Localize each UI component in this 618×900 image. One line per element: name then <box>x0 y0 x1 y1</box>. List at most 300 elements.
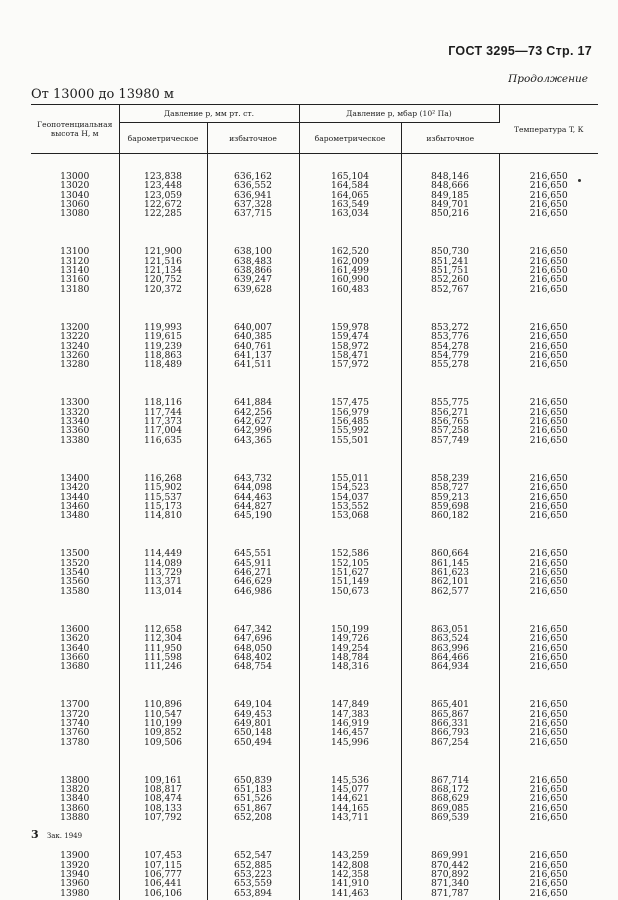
altitude-cell: 13820 <box>31 785 119 794</box>
order-note: Зак. 1949 <box>46 832 83 840</box>
altitude-cell: 13160 <box>31 275 119 284</box>
altitude-cell: 13380 <box>31 436 119 445</box>
altitude-cell: 13640 <box>31 644 119 653</box>
mbar-excess-cell: 853,272 <box>401 294 499 332</box>
table-row <box>31 417 598 426</box>
mbar-excess-cell: 864,466 <box>401 653 499 662</box>
mm-baro-cell: 120,752 <box>119 275 207 284</box>
altitude-cell: 13960 <box>31 879 119 888</box>
mm-baro-cell: 118,489 <box>119 360 207 369</box>
temperature-cell: 216,650 <box>529 567 568 579</box>
mbar-baro-cell: 145,077 <box>299 785 401 794</box>
mm-baro-cell: 111,246 <box>119 662 207 671</box>
mm-excess-cell: 645,551 <box>207 520 299 558</box>
temperature-cell: 216,650 <box>529 265 568 277</box>
altitude-cell: 13900 <box>31 822 119 860</box>
table-row <box>31 728 598 737</box>
table-row <box>31 804 598 813</box>
mm-excess-cell: 636,552 <box>207 181 299 190</box>
mbar-baro-cell: 144,165 <box>299 804 401 813</box>
altitude-cell: 13120 <box>31 257 119 266</box>
mm-excess-cell: 637,715 <box>207 209 299 218</box>
mbar-baro-cell: 163,549 <box>299 200 401 209</box>
altitude-cell: 13720 <box>31 710 119 719</box>
altitude-cell: 13660 <box>31 653 119 662</box>
temperature-cell: 216,650 <box>529 283 568 295</box>
mm-baro-cell: 117,744 <box>119 408 207 417</box>
mm-excess-cell: 649,453 <box>207 710 299 719</box>
header-row-1 <box>31 105 598 123</box>
mbar-baro-cell: 159,978 <box>299 294 401 332</box>
mbar-baro-cell: 163,034 <box>299 209 401 218</box>
temperature-cell: 216,650 <box>529 887 568 899</box>
mm-excess-cell: 648,050 <box>207 644 299 653</box>
mm-baro-cell: 112,304 <box>119 634 207 643</box>
mbar-excess-cell: 859,213 <box>401 493 499 502</box>
altitude-cell: 13460 <box>31 502 119 511</box>
mbar-baro-cell: 145,996 <box>299 738 401 747</box>
mbar-baro-cell: 155,501 <box>299 436 401 445</box>
mbar-baro-cell: 145,536 <box>299 747 401 785</box>
mbar-excess-cell: 854,779 <box>401 351 499 360</box>
altitude-cell: 13620 <box>31 634 119 643</box>
table-row <box>31 218 598 256</box>
temperature-cell: 216,650 <box>529 699 568 711</box>
mm-baro-cell: 115,537 <box>119 493 207 502</box>
mm-baro-cell: 112,658 <box>119 596 207 634</box>
temperature-cell: 216,650 <box>529 859 568 871</box>
table-row <box>31 559 598 568</box>
temperature-cell: 216,650 <box>529 802 568 814</box>
col-header-pressure-mbar: Давление p, мбар (10² Па) <box>299 105 499 123</box>
table-row <box>31 285 598 294</box>
mm-baro-cell: 117,373 <box>119 417 207 426</box>
altitude-cell: 13880 <box>31 813 119 822</box>
temperature-cell: 216,650 <box>529 180 568 192</box>
temperature-cell: 216,650 <box>529 434 568 446</box>
mbar-baro-cell: 146,919 <box>299 719 401 728</box>
mbar-excess-cell: 863,524 <box>401 634 499 643</box>
mbar-excess-cell: 865,401 <box>401 671 499 709</box>
mm-baro-cell: 120,372 <box>119 285 207 294</box>
table-row <box>31 426 598 435</box>
table-row <box>31 257 598 266</box>
mm-baro-cell: 119,239 <box>119 342 207 351</box>
mbar-excess-cell: 849,701 <box>401 200 499 209</box>
mm-excess-cell: 636,162 <box>207 154 299 182</box>
mbar-baro-cell: 156,485 <box>299 417 401 426</box>
mm-baro-cell: 123,059 <box>119 191 207 200</box>
mbar-baro-cell: 160,990 <box>299 275 401 284</box>
mbar-excess-cell: 864,934 <box>401 662 499 671</box>
altitude-cell: 13200 <box>31 294 119 332</box>
mbar-baro-cell: 158,471 <box>299 351 401 360</box>
mm-baro-cell: 119,993 <box>119 294 207 332</box>
altitude-cell: 13240 <box>31 342 119 351</box>
table-row <box>31 445 598 483</box>
col-header-mbar-baro: барометрическое <box>299 123 401 154</box>
mbar-baro-cell: 142,358 <box>299 870 401 879</box>
mm-baro-cell: 110,896 <box>119 671 207 709</box>
mm-baro-cell: 108,817 <box>119 785 207 794</box>
altitude-cell: 13580 <box>31 587 119 596</box>
mm-excess-cell: 646,629 <box>207 577 299 586</box>
page-header: ГОСТ 3295—73 Стр. 17 <box>448 44 592 58</box>
temperature-cell: 216,650 <box>529 416 568 428</box>
mm-excess-cell: 647,696 <box>207 634 299 643</box>
mm-baro-cell: 109,161 <box>119 747 207 785</box>
mm-excess-cell: 646,986 <box>207 587 299 596</box>
temperature-cell: 216,650 <box>529 793 568 805</box>
col-header-mm-baro: барометрическое <box>119 123 207 154</box>
mbar-baro-cell: 157,972 <box>299 360 401 369</box>
table-row <box>31 369 598 407</box>
mbar-excess-cell: 851,751 <box>401 266 499 275</box>
altitude-cell: 13560 <box>31 577 119 586</box>
mm-baro-cell: 117,004 <box>119 426 207 435</box>
table-row <box>31 889 598 900</box>
mbar-baro-cell: 150,199 <box>299 596 401 634</box>
temperature-cell: 216,650 <box>529 171 568 182</box>
temperature-cell: 216,650 <box>529 510 568 522</box>
altitude-cell: 13360 <box>31 426 119 435</box>
mbar-baro-cell: 154,037 <box>299 493 401 502</box>
mbar-excess-cell: 856,271 <box>401 408 499 417</box>
mm-excess-cell: 652,547 <box>207 822 299 860</box>
mbar-baro-cell: 155,992 <box>299 426 401 435</box>
mbar-baro-cell: 151,149 <box>299 577 401 586</box>
temperature-cell: 216,650 <box>529 349 568 361</box>
altitude-cell: 13340 <box>31 417 119 426</box>
table-row <box>31 209 598 218</box>
altitude-cell: 13080 <box>31 209 119 218</box>
mbar-excess-cell: 862,577 <box>401 587 499 596</box>
col-header-mbar-excess: избыточное <box>401 123 499 154</box>
mm-excess-cell: 645,911 <box>207 559 299 568</box>
mbar-baro-cell: 144,621 <box>299 794 401 803</box>
mbar-excess-cell: 850,730 <box>401 218 499 256</box>
table-row <box>31 342 598 351</box>
mbar-excess-cell: 868,629 <box>401 794 499 803</box>
mm-baro-cell: 113,371 <box>119 577 207 586</box>
mbar-excess-cell: 851,241 <box>401 257 499 266</box>
table-row <box>31 266 598 275</box>
mbar-excess-cell: 854,278 <box>401 342 499 351</box>
mm-baro-cell: 115,173 <box>119 502 207 511</box>
mm-excess-cell: 651,526 <box>207 794 299 803</box>
table-row <box>31 577 598 586</box>
mbar-excess-cell: 863,051 <box>401 596 499 634</box>
temperature-cell: 216,650 <box>529 576 568 588</box>
mm-excess-cell: 652,208 <box>207 813 299 822</box>
mm-baro-cell: 107,453 <box>119 822 207 860</box>
mbar-excess-cell: 869,991 <box>401 822 499 860</box>
altitude-cell: 13540 <box>31 568 119 577</box>
table-row <box>31 154 598 182</box>
temperature-cell: 216,650 <box>529 633 568 645</box>
mbar-baro-cell: 164,065 <box>299 191 401 200</box>
mm-baro-cell: 107,792 <box>119 813 207 822</box>
temperature-cell: 216,650 <box>529 736 568 748</box>
temperature-cell: 216,650 <box>529 189 568 201</box>
mbar-baro-cell: 164,584 <box>299 181 401 190</box>
temperature-cell: 216,650 <box>529 397 568 409</box>
altitude-cell: 13500 <box>31 520 119 558</box>
altitude-cell: 13940 <box>31 870 119 879</box>
mm-excess-cell: 639,247 <box>207 275 299 284</box>
mbar-baro-cell: 152,105 <box>299 559 401 568</box>
mm-excess-cell: 647,342 <box>207 596 299 634</box>
mm-excess-cell: 650,839 <box>207 747 299 785</box>
temperature-cell: 216,650 <box>529 623 568 635</box>
altitude-cell: 13020 <box>31 181 119 190</box>
temperature-cell: 216,650 <box>529 708 568 720</box>
mbar-excess-cell: 860,182 <box>401 511 499 520</box>
mbar-baro-cell: 162,520 <box>299 218 401 256</box>
mbar-excess-cell: 857,749 <box>401 436 499 445</box>
temperature-cell: 216,650 <box>529 585 568 597</box>
altitude-cell: 13440 <box>31 493 119 502</box>
temperature-cell: 216,650 <box>529 557 568 569</box>
table-row <box>31 634 598 643</box>
mm-excess-cell: 636,941 <box>207 191 299 200</box>
table-row <box>31 653 598 662</box>
mbar-excess-cell: 867,714 <box>401 747 499 785</box>
mm-excess-cell: 644,827 <box>207 502 299 511</box>
mm-baro-cell: 111,598 <box>119 653 207 662</box>
temperature-cell: 216,650 <box>529 491 568 503</box>
altitude-cell: 13980 <box>31 889 119 900</box>
mm-baro-cell: 116,268 <box>119 445 207 483</box>
mm-excess-cell: 639,628 <box>207 285 299 294</box>
mm-excess-cell: 638,100 <box>207 218 299 256</box>
mbar-baro-cell: 153,068 <box>299 511 401 520</box>
mm-excess-cell: 637,328 <box>207 200 299 209</box>
mm-baro-cell: 118,116 <box>119 369 207 407</box>
table-row <box>31 275 598 284</box>
table-row <box>31 181 598 190</box>
mm-excess-cell: 640,761 <box>207 342 299 351</box>
table-row <box>31 200 598 209</box>
mbar-excess-cell: 856,765 <box>401 417 499 426</box>
mm-excess-cell: 640,385 <box>207 332 299 341</box>
mbar-excess-cell: 862,101 <box>401 577 499 586</box>
mbar-baro-cell: 161,499 <box>299 266 401 275</box>
mm-excess-cell: 651,867 <box>207 804 299 813</box>
table-row <box>31 710 598 719</box>
mbar-excess-cell: 869,539 <box>401 813 499 822</box>
mm-baro-cell: 116,635 <box>119 436 207 445</box>
mm-baro-cell: 121,900 <box>119 218 207 256</box>
table-row <box>31 596 598 634</box>
table-row <box>31 511 598 520</box>
mbar-baro-cell: 165,104 <box>299 154 401 182</box>
table-row <box>31 408 598 417</box>
mbar-baro-cell: 154,523 <box>299 483 401 492</box>
mm-baro-cell: 109,506 <box>119 738 207 747</box>
table-row <box>31 351 598 360</box>
altitude-cell: 13520 <box>31 559 119 568</box>
mbar-excess-cell: 861,623 <box>401 568 499 577</box>
mbar-excess-cell: 848,666 <box>401 181 499 190</box>
table-row <box>31 662 598 671</box>
altitude-cell: 13000 <box>31 154 119 182</box>
table-row <box>31 738 598 747</box>
mm-baro-cell: 115,902 <box>119 483 207 492</box>
mbar-baro-cell: 142,808 <box>299 861 401 870</box>
altitude-cell: 13920 <box>31 861 119 870</box>
mbar-excess-cell: 855,775 <box>401 369 499 407</box>
mm-excess-cell: 652,885 <box>207 861 299 870</box>
col-header-pressure-mm: Давление p, мм рт. ст. <box>119 105 299 123</box>
continuation-label: Продолжение <box>508 73 588 85</box>
temperature-cell: 216,650 <box>529 331 568 343</box>
mbar-baro-cell: 149,254 <box>299 644 401 653</box>
table-row <box>31 294 598 332</box>
mbar-baro-cell: 148,316 <box>299 662 401 671</box>
mm-excess-cell: 653,223 <box>207 870 299 879</box>
temperature-cell: 216,650 <box>529 812 568 824</box>
mbar-baro-cell: 148,784 <box>299 653 401 662</box>
mbar-excess-cell: 866,331 <box>401 719 499 728</box>
mm-baro-cell: 114,089 <box>119 559 207 568</box>
temperature-cell: 216,650 <box>529 727 568 739</box>
mm-excess-cell: 640,007 <box>207 294 299 332</box>
temperature-cell: 216,650 <box>529 651 568 663</box>
mm-excess-cell: 651,183 <box>207 785 299 794</box>
mbar-baro-cell: 141,910 <box>299 879 401 888</box>
mm-baro-cell: 113,014 <box>119 587 207 596</box>
altitude-cell: 13320 <box>31 408 119 417</box>
mbar-baro-cell: 149,726 <box>299 634 401 643</box>
mbar-baro-cell: 151,627 <box>299 568 401 577</box>
mm-baro-cell: 113,729 <box>119 568 207 577</box>
col-header-mm-excess: избыточное <box>207 123 299 154</box>
mm-baro-cell: 118,863 <box>119 351 207 360</box>
mbar-baro-cell: 143,711 <box>299 813 401 822</box>
altitude-cell: 13180 <box>31 285 119 294</box>
temperature-cell: 216,650 <box>529 661 568 673</box>
altitude-cell: 13100 <box>31 218 119 256</box>
mm-baro-cell: 122,672 <box>119 200 207 209</box>
altitude-cell: 13740 <box>31 719 119 728</box>
temperature-cell: 216,650 <box>529 406 568 418</box>
mbar-baro-cell: 155,011 <box>299 445 401 483</box>
temperature-cell: 216,650 <box>529 359 568 371</box>
mm-baro-cell: 107,115 <box>119 861 207 870</box>
mm-excess-cell: 642,627 <box>207 417 299 426</box>
mbar-excess-cell: 849,185 <box>401 191 499 200</box>
range-title: От 13000 до 13980 м <box>31 87 175 102</box>
temperature-cell: 216,650 <box>529 255 568 267</box>
mm-baro-cell: 108,133 <box>119 804 207 813</box>
mbar-baro-cell: 147,383 <box>299 710 401 719</box>
mbar-excess-cell: 858,727 <box>401 483 499 492</box>
mm-excess-cell: 653,559 <box>207 879 299 888</box>
mm-excess-cell: 650,148 <box>207 728 299 737</box>
table-row <box>31 644 598 653</box>
mbar-excess-cell: 852,260 <box>401 275 499 284</box>
mm-excess-cell: 643,365 <box>207 436 299 445</box>
table-row <box>31 483 598 492</box>
mbar-excess-cell: 865,867 <box>401 710 499 719</box>
mm-excess-cell: 641,137 <box>207 351 299 360</box>
mbar-baro-cell: 162,009 <box>299 257 401 266</box>
altitude-cell: 13140 <box>31 266 119 275</box>
mbar-excess-cell: 863,996 <box>401 644 499 653</box>
col-header-altitude: Геопотенциальная высота H, м <box>31 105 119 154</box>
table-row <box>31 191 598 200</box>
altitude-cell: 13780 <box>31 738 119 747</box>
temperature-cell: 216,650 <box>529 321 568 333</box>
mm-excess-cell: 644,463 <box>207 493 299 502</box>
mm-excess-cell: 641,511 <box>207 360 299 369</box>
mm-baro-cell: 121,516 <box>119 257 207 266</box>
mbar-baro-cell: 153,552 <box>299 502 401 511</box>
table-row <box>31 520 598 558</box>
col-header-temperature: Температура T, К <box>499 105 598 154</box>
table-row <box>31 719 598 728</box>
temperature-cell: 216,650 <box>529 850 568 862</box>
mbar-excess-cell: 850,216 <box>401 209 499 218</box>
mm-baro-cell: 108,474 <box>119 794 207 803</box>
mm-baro-cell: 106,441 <box>119 879 207 888</box>
mbar-baro-cell: 146,457 <box>299 728 401 737</box>
mbar-baro-cell: 158,972 <box>299 342 401 351</box>
temperature-cell: 216,650 <box>529 208 568 220</box>
mbar-excess-cell: 869,085 <box>401 804 499 813</box>
table-row <box>31 587 598 596</box>
temperature-cell: 216,650 <box>529 274 568 286</box>
mm-baro-cell: 110,547 <box>119 710 207 719</box>
temperature-cell: 216,650 <box>529 548 568 560</box>
mbar-excess-cell: 859,698 <box>401 502 499 511</box>
mbar-excess-cell: 867,254 <box>401 738 499 747</box>
mm-baro-cell: 121,134 <box>119 266 207 275</box>
mbar-excess-cell: 870,442 <box>401 861 499 870</box>
mm-excess-cell: 649,801 <box>207 719 299 728</box>
altitude-cell: 13280 <box>31 360 119 369</box>
page-number: 3 <box>31 828 39 841</box>
mm-baro-cell: 111,950 <box>119 644 207 653</box>
temperature-cell: 216,650 <box>529 868 568 880</box>
altitude-cell: 13680 <box>31 662 119 671</box>
mm-excess-cell: 653,894 <box>207 889 299 900</box>
mm-baro-cell: 122,285 <box>119 209 207 218</box>
table-row <box>31 360 598 369</box>
table-row <box>31 794 598 803</box>
table-row <box>31 879 598 888</box>
mm-excess-cell: 644,098 <box>207 483 299 492</box>
mbar-baro-cell: 141,463 <box>299 889 401 900</box>
mm-baro-cell: 119,615 <box>119 332 207 341</box>
altitude-cell: 13300 <box>31 369 119 407</box>
temperature-cell: 216,650 <box>529 246 568 258</box>
mbar-baro-cell: 157,475 <box>299 369 401 407</box>
altitude-cell: 13260 <box>31 351 119 360</box>
altitude-cell: 13400 <box>31 445 119 483</box>
temperature-cell: 216,650 <box>529 784 568 796</box>
table-row <box>31 332 598 341</box>
mm-baro-cell: 106,106 <box>119 889 207 900</box>
mbar-excess-cell: 870,892 <box>401 870 499 879</box>
altitude-cell: 13860 <box>31 804 119 813</box>
mm-baro-cell: 109,852 <box>119 728 207 737</box>
mm-excess-cell: 638,866 <box>207 266 299 275</box>
altitude-cell: 13700 <box>31 671 119 709</box>
mm-excess-cell: 643,732 <box>207 445 299 483</box>
mbar-excess-cell: 852,767 <box>401 285 499 294</box>
